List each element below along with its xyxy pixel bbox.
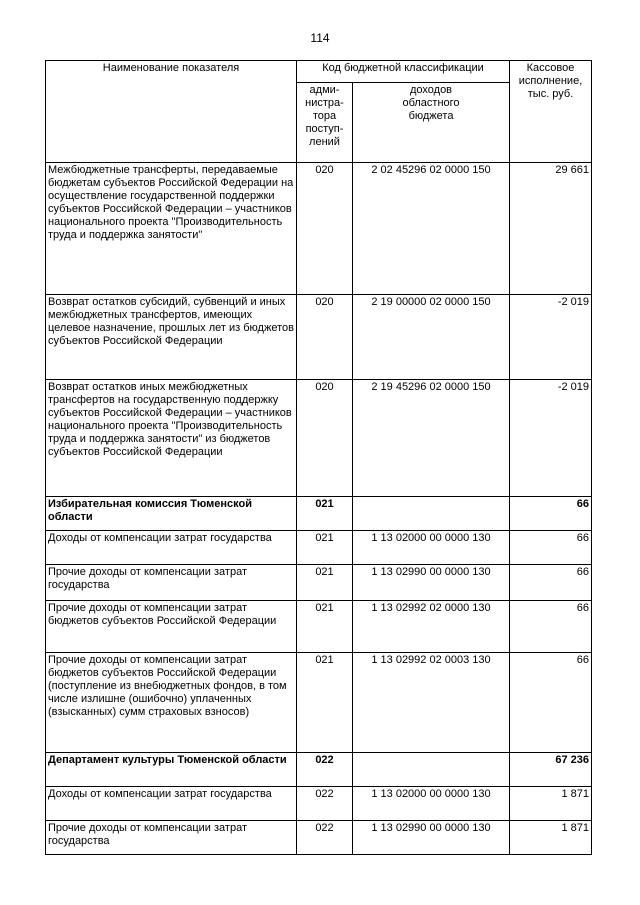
row-income-code: 2 02 45296 02 0000 150	[353, 163, 510, 295]
row-amount: 66	[510, 497, 592, 531]
row-income-code	[353, 753, 510, 787]
row-income-code: 2 19 45296 02 0000 150	[353, 380, 510, 497]
row-admin-code: 020	[297, 380, 353, 497]
row-name: Доходы от компенсации затрат государства	[46, 787, 297, 821]
row-name: Избирательная комиссия Тюменской области	[46, 497, 297, 531]
row-amount: 66	[510, 601, 592, 653]
row-admin-code: 021	[297, 653, 353, 753]
column-header-income: доходов областного бюджета	[353, 83, 510, 163]
row-admin-code: 021	[297, 565, 353, 601]
table-row	[46, 380, 592, 497]
row-admin-code: 021	[297, 601, 353, 653]
row-name: Прочие доходы от компенсации затрат бюджетов субъектов Российской Федерации	[46, 601, 297, 653]
table-row	[46, 787, 592, 821]
row-admin-code: 021	[297, 497, 353, 531]
row-amount: 66	[510, 653, 592, 753]
budget-table	[45, 60, 592, 855]
row-amount: 29 661	[510, 163, 592, 295]
row-income-code: 2 19 00000 02 0000 150	[353, 295, 510, 380]
row-name: Доходы от компенсации затрат государства	[46, 531, 297, 565]
row-admin-code: 021	[297, 531, 353, 565]
row-income-code: 1 13 02992 02 0000 130	[353, 601, 510, 653]
row-admin-code: 022	[297, 787, 353, 821]
row-income-code: 1 13 02990 00 0000 130	[353, 821, 510, 855]
page-number: 114	[310, 31, 330, 45]
row-admin-code: 020	[297, 163, 353, 295]
table-row	[46, 821, 592, 855]
table-row	[46, 601, 592, 653]
row-name: Прочие доходы от компенсации затрат бюджетов субъектов Российской Федерации (поступление из внебюджетных фондов, в том числе излишне (ошибочно) уплаченных (взысканных) сумм страховых взносов)	[46, 653, 297, 753]
row-amount: -2 019	[510, 380, 592, 497]
table-row-department	[46, 753, 592, 787]
row-amount: 1 871	[510, 787, 592, 821]
column-header-admin: адми- нистра- тора поступ- лений	[297, 83, 353, 163]
table-row-department	[46, 497, 592, 531]
table-row	[46, 531, 592, 565]
row-amount: 67 236	[510, 753, 592, 787]
row-amount: 1 871	[510, 821, 592, 855]
column-header-cash-execution: Кассовое исполнение, тыс. руб.	[510, 61, 592, 163]
row-amount: -2 019	[510, 295, 592, 380]
row-name: Возврат остатков субсидий, субвенций и иных межбюджетных трансфертов, имеющих целевое назначение, прошлых лет из бюджетов субъектов Российской Федерации	[46, 295, 297, 380]
row-name: Прочие доходы от компенсации затрат государства	[46, 565, 297, 601]
row-admin-code: 022	[297, 821, 353, 855]
row-income-code: 1 13 02992 02 0003 130	[353, 653, 510, 753]
row-income-code: 1 13 02990 00 0000 130	[353, 565, 510, 601]
row-income-code: 1 13 02000 00 0000 130	[353, 531, 510, 565]
row-name: Возврат остатков иных межбюджетных трансфертов на государственную поддержку субъектов Российской Федерации – участников национального проекта "Производительность труда и поддержка занятости" из бюджетов субъектов Российской Федерации	[46, 380, 297, 497]
row-income-code: 1 13 02000 00 0000 130	[353, 787, 510, 821]
row-admin-code: 020	[297, 295, 353, 380]
table-row	[46, 163, 592, 295]
row-name: Межбюджетные трансферты, передаваемые бюджетам субъектов Российской Федерации на осуществление государственной поддержки субъектов Российской Федерации – участников национального проекта "Производительность труда и поддержка занятости"	[46, 163, 297, 295]
column-header-name: Наименование показателя	[46, 61, 297, 163]
row-amount: 66	[510, 565, 592, 601]
table-row	[46, 653, 592, 753]
table-row	[46, 295, 592, 380]
row-income-code	[353, 497, 510, 531]
row-admin-code: 022	[297, 753, 353, 787]
column-header-classification: Код бюджетной классификации	[297, 61, 510, 83]
row-amount: 66	[510, 531, 592, 565]
row-name: Департамент культуры Тюменской области	[46, 753, 297, 787]
row-name: Прочие доходы от компенсации затрат государства	[46, 821, 297, 855]
table-row	[46, 565, 592, 601]
